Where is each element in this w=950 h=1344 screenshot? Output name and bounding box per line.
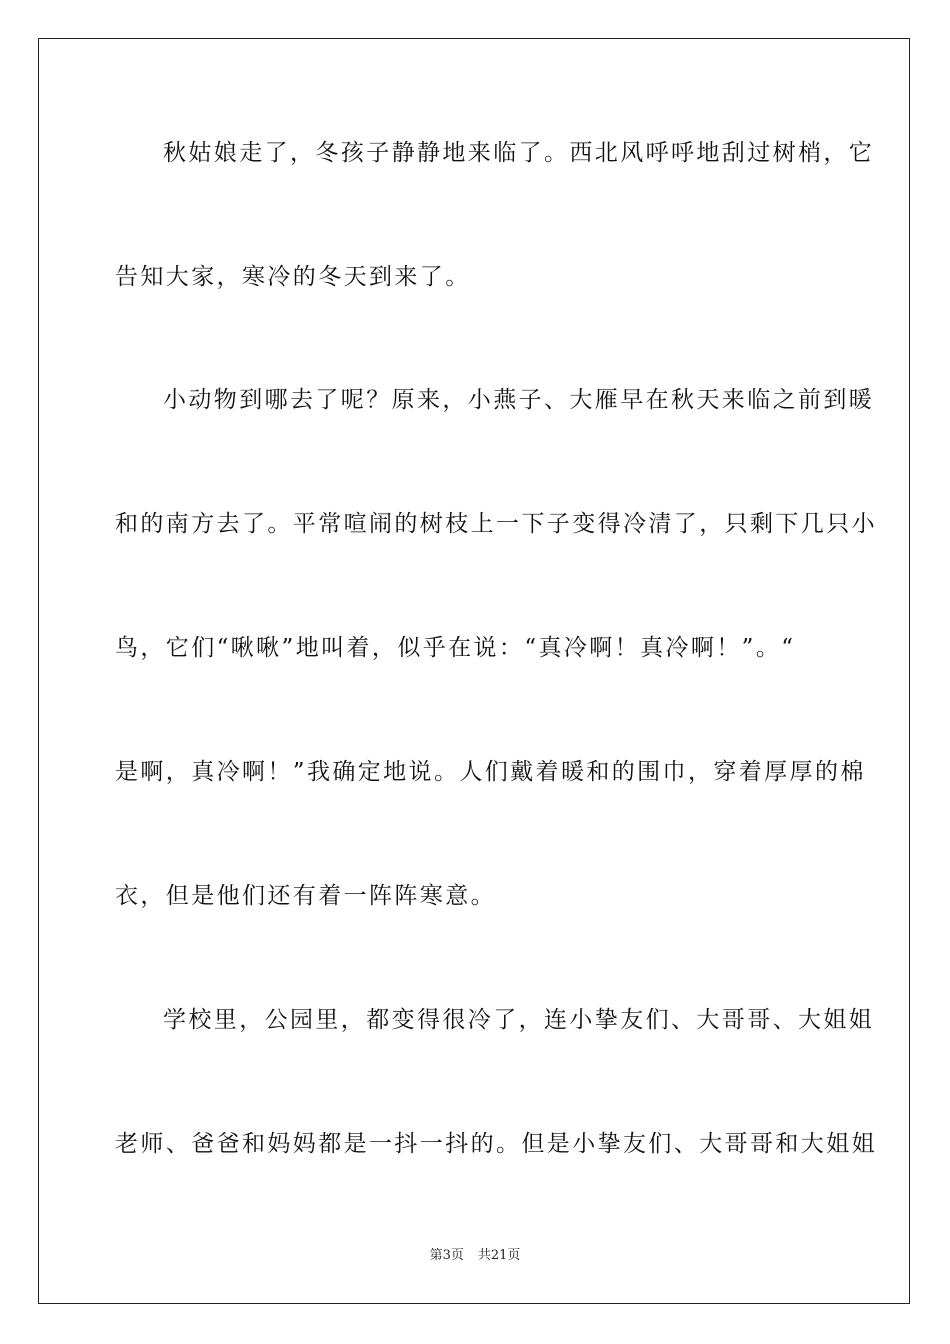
paragraph-2-line-4: 是啊，真冷啊！”我确定地说。人们戴着暖和的围巾，穿着厚厚的棉 <box>115 759 866 785</box>
paragraph-2-line-5: 衣，但是他们还有着一阵阵寒意。 <box>115 883 496 909</box>
paragraph-3-line-1: 学校里，公园里，都变得很冷了，连小挚友们、大哥哥、大姐姐 <box>163 1007 875 1033</box>
page-footer <box>0 1248 950 1264</box>
page-number: 第3页 <box>429 1248 464 1263</box>
page-total: 共21页 <box>477 1248 521 1263</box>
paragraph-2-line-1: 小动物到哪去了呢？原来，小燕子、大雁早在秋天来临之前到暖 <box>163 387 875 413</box>
paragraph-1-line-2: 告知大家，寒冷的冬天到来了。 <box>115 264 471 290</box>
paragraph-1-line-1: 秋姑娘走了，冬孩子静静地来临了。西北风呼呼地刮过树梢，它 <box>163 140 875 166</box>
paragraph-2-line-2: 和的南方去了。平常喧闹的树枝上一下子变得冷清了，只剩下几只小 <box>115 511 877 537</box>
paragraph-2-line-3: 鸟，它们“啾啾”地叫着，似乎在说：“真冷啊！真冷啊！”。“ <box>115 635 796 661</box>
paragraph-3-line-2: 老师、爸爸和妈妈都是一抖一抖的。但是小挚友们、大哥哥和大姐姐 <box>115 1131 877 1157</box>
page-border <box>38 38 910 1304</box>
